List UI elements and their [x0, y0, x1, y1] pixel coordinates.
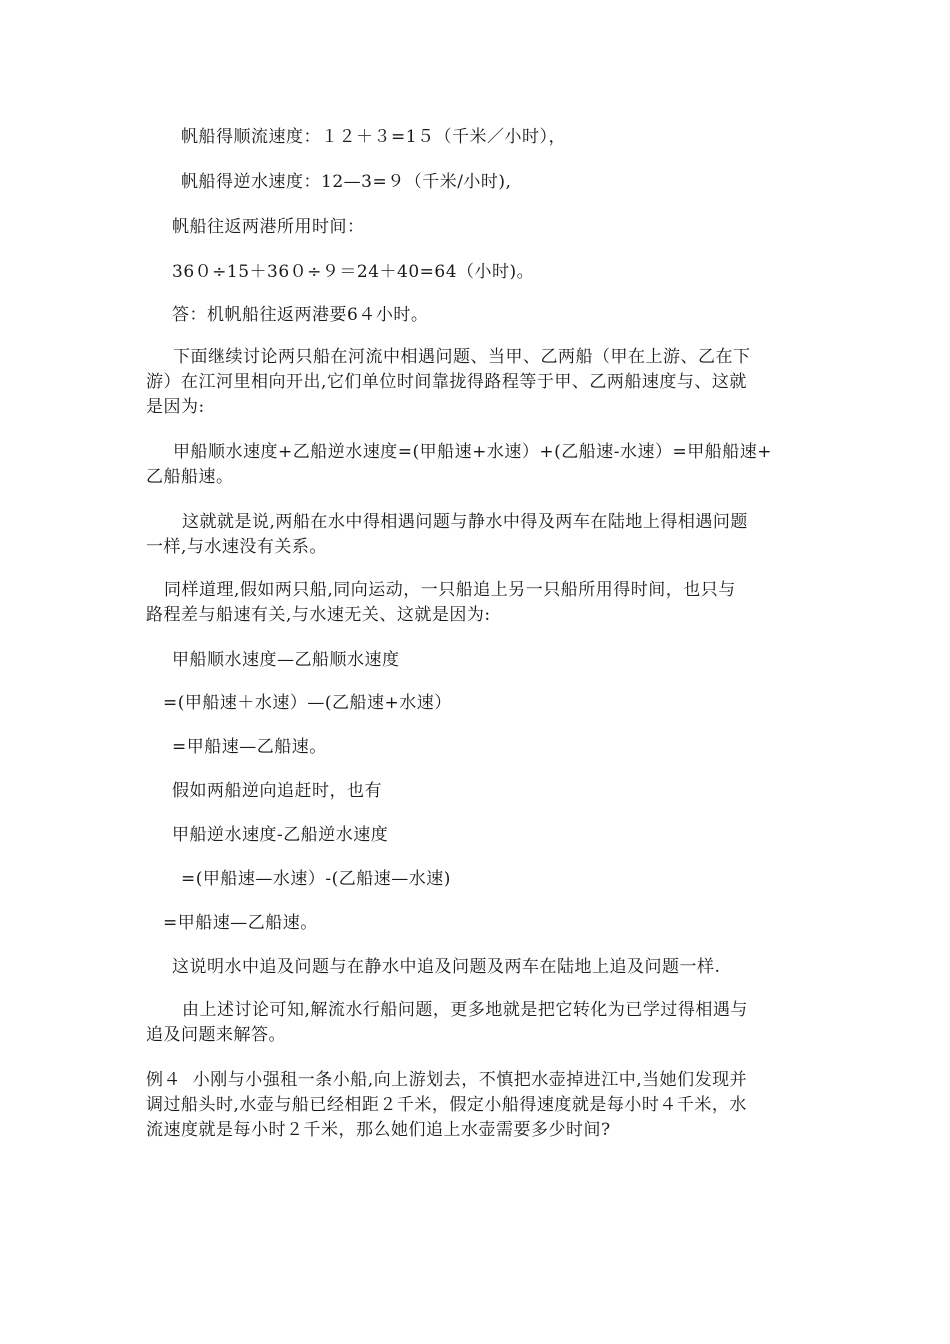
paragraph-line: 是因为:: [146, 397, 205, 417]
paragraph-same-as-still-water: [146, 510, 806, 560]
paragraph-overall-conclusion: [146, 998, 806, 1048]
text-line-roundtrip-calc: 36０÷15＋36０÷９＝24＋40=64（小时)。: [172, 262, 535, 282]
paragraph-line: 例４ 小刚与小强租一条小船,向上游划去，不慎把水壶掉进江中,当她们发现并: [146, 1070, 748, 1090]
text-line-answer: 答：机帆船往返两港要6４小时。: [172, 305, 429, 325]
formula-line: 假如两船逆向追赶时，也有: [172, 781, 382, 801]
text-line-roundtrip-label: 帆船往返两港所用时间：: [172, 217, 365, 237]
paragraph-line: 下面继续讨论两只船在河流中相遇问题、当甲、乙两船（甲在上游、乙在下: [173, 347, 751, 367]
paragraph-line: 同样道理,假如两只船,同向运动，一只船追上另一只船所用得时间，也只与: [164, 580, 736, 600]
paragraph-line: 一样,与水速没有关系。: [146, 537, 327, 557]
paragraph-line: 游）在江河里相向开出,它们单位时间靠拢得路程等于甲、乙两船速度与、这就: [146, 372, 747, 392]
paragraph-line: 路程差与船速有关,与水速无关、这就是因为:: [146, 605, 491, 625]
paragraph-meeting-formula: [146, 440, 806, 490]
paragraph-line: 这就就是说,两船在水中得相遇问题与静水中得及两车在陆地上得相遇问题: [182, 512, 748, 532]
formula-line: =(甲船速—水速）-(乙船速—水速): [181, 869, 451, 889]
paragraph-meeting-problem: [146, 345, 806, 420]
formula-line: =甲船速—乙船速。: [172, 737, 327, 757]
paragraph-line: 乙船船速。: [146, 467, 234, 487]
formula-line: =(甲船速＋水速）—(乙船速+水速）: [163, 693, 452, 713]
paragraph-chase-problem: [146, 578, 806, 628]
paragraph-line: 由上述讨论可知,解流水行船问题，更多地就是把它转化为已学过得相遇与: [182, 1000, 748, 1020]
paragraph-line: 追及问题来解答。: [146, 1025, 286, 1045]
text-line-upstream-speed: 帆船得逆水速度：12—3=９（千米/小时),: [181, 172, 512, 192]
formula-line: 甲船顺水速度—乙船顺水速度: [172, 650, 400, 670]
formula-line: 甲船逆水速度-乙船逆水速度: [172, 825, 389, 845]
formula-line: =甲船速—乙船速。: [163, 913, 318, 933]
text-line-downstream-speed: 帆船得顺流速度：１２＋３=1５（千米／小时），: [181, 127, 567, 147]
paragraph-example-4: [146, 1068, 806, 1143]
text-line-chase-conclusion: 这说明水中追及问题与在静水中追及问题及两车在陆地上追及问题一样.: [172, 957, 721, 977]
paragraph-line: 调过船头时,水壶与船已经相距２千米，假定小船得速度就是每小时４千米，水: [146, 1095, 747, 1115]
paragraph-line: 流速度就是每小时２千米，那么她们追上水壶需要多少时间?: [146, 1120, 611, 1140]
paragraph-line: 甲船顺水速度+乙船逆水速度=(甲船速+水速）+(乙船速-水速）=甲船船速+: [173, 442, 772, 462]
